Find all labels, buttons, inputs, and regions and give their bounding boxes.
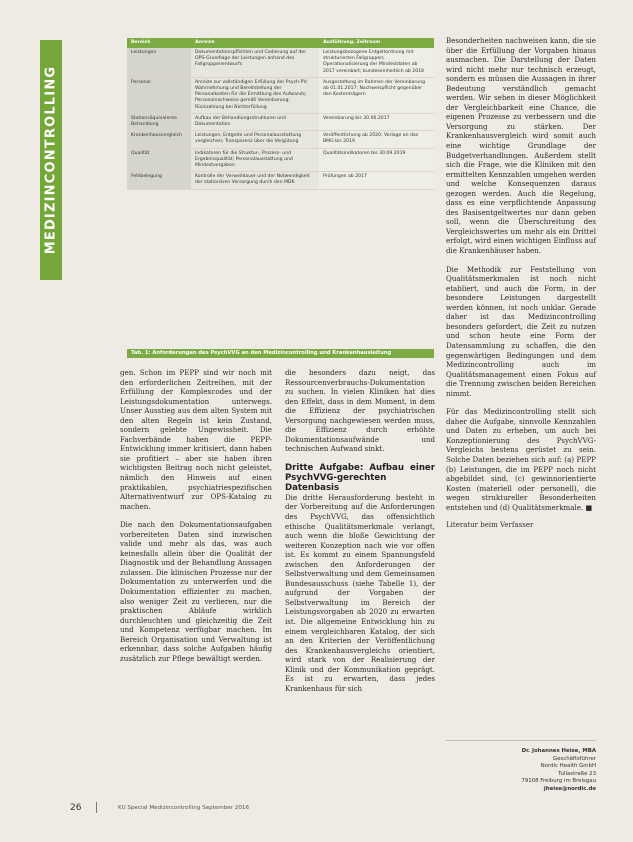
table-header-row — [127, 38, 434, 48]
page-number: 26 — [70, 803, 82, 813]
table-header-cell: Ausführung, Zeitraum — [319, 38, 434, 48]
section-label: MEDIZINCONTROLLING — [43, 65, 59, 255]
paragraph: die besonders dazu neigt, das Ressourcenverbrauchs-Dokumentation zu suchen. In vielen Kliniken hat dies den Effekt, dass in dem Moment, in dem die Effizienz der psychiatrischen Versorgung nachgewiesen werden muss, die Effizienz durch erhöhte Dokumentationsaufwände und technischen Aufwand sinkt. — [285, 368, 435, 454]
table-row — [127, 172, 434, 189]
paragraph: Die Methodik zur Feststellung von Qualitätsmerkmalen ist noch nicht etabliert, und auch die Form, in der besondere Leistungen dargestellt werden können, ist noch unklar. Gerade daher ist das Medizincontrolling besonders gefordert, die Zeit zu nutzen und schon heute eine Form der Datensammlung zu schaffen, die den gegenwärtigen Bedingungen und dem Medizincontrolling auch im Qualitätsmanagement einen Fokus auf die Trennung zwischen beiden Bereichen nimmt. — [446, 264, 596, 398]
paragraph: gen. Schon im PEPP sind wir noch mit den erforderlichen Zeitreihen, mit der Erfüllung der Komplexcodes und der Leistungsdokumentation unterwegs. Unser Ausstieg aus dem alten System mit den alten Regeln ist kein Zustand, sondern gelebte Ungewissheit. Die Fachverbände haben die PEPP-Entwicklung immer kritisiert, dann haben sie profitiert – aber sie haben ihren wichtigsten Beitrag noch nicht geleistet, nämlich den Hinweis auf einen praktikablen, psychiatriespezifischen Alternativentwurf zur OPS-Katalog zu machen. — [120, 368, 272, 511]
table-cell: Indikatoren für die Struktur-, Prozess- und Ergebnisqualität; Personalausstattung und Mindestvorgaben — [191, 148, 319, 172]
table-cell: Leistungen, Entgelte und Personalausstattung vergleichen; Transparenz über die Vergütung — [191, 131, 319, 148]
text-column-middle — [285, 368, 435, 693]
author-role: Geschäftsführer — [552, 755, 596, 762]
author-box — [446, 748, 596, 794]
table-cell: Veröffentlichung ab 2020; Vorlage an das BMG bis 2019 — [319, 131, 434, 148]
table-cell: Ausgestaltung im Rahmen der Vereinbarung ab 01.01.2017; Nachweispflicht gegenüber den Kostenträgern — [319, 77, 434, 113]
table-cell: Leistungen — [127, 48, 191, 77]
divider — [446, 740, 596, 741]
table-cell: Personal — [127, 77, 191, 113]
footer-text: KU Special Medizincontrolling September 2016 — [118, 805, 250, 811]
table-cell: Aufbau der Behandlungsstrukturen und Dokumentation — [191, 113, 319, 130]
subheading: Dritte Aufgabe: Aufbau einer PsychVVG-gerechten Datenbasis — [285, 462, 435, 493]
table-cell: Vereinbarung bis 30.06.2017 — [319, 113, 434, 130]
end-mark-icon: ■ — [585, 502, 593, 512]
table-cell: Fehlbelegung — [127, 172, 191, 189]
table-row — [127, 77, 434, 113]
author-company: Nordic Health GmbH — [540, 763, 596, 770]
table-row — [127, 148, 434, 172]
table-row — [127, 48, 434, 77]
table-cell: Qualität — [127, 148, 191, 172]
table-cell: Dokumentationspflichten und Codierung auf der OPS-Grundlage der Leistungen anhand des Fallgruppenentwurfs — [191, 48, 319, 77]
paragraph-text: Für das Medizincontrolling stellt sich daher die Aufgabe, sinnvolle Kennzahlen und Daten zu erheben, um auch bei Konzeptionierung des PsychVVG-Vergleichs bestens gerüstet zu sein. Solche Daten beziehen sich auf: (a) PEPP (b) Leistungen, die im PEPP noch nicht abgebildet sind, (c) gewinnorientierte Kosten (materiell oder personell), die wegen struktureller Besonderheiten entstehen und (d) Qualitätsmerkmale. — [446, 407, 596, 512]
table-header-cell: Anreize — [191, 38, 319, 48]
author-email: jheise@nordic.de — [543, 785, 596, 792]
paragraph: Die nach den Dokumentationsaufgaben vorbereiteten Daten sind inzwischen valide und mehr als das, was auch keinesfalls allein über die Qualität der Diagnostik und der Behandlung Aussagen zulassen. Die klinischen Prozesse nur der Dokumentation zu unterwerfen und die Dokumentation effizienter zu machen, also weniger Zeit zu verlieren, nur die praktischen Abläufe wirklich durchleuchten und gleichzeitig die Zeit und Kompetenz verfügbar machen. Im Bereich Organisation und Verwaltung ist erkennbar, dass solche Aufgaben häufig zusätzlich zur Pflege bewältigt werden. — [120, 520, 272, 663]
table-cell: Leistungsbezogene Entgeltordnung mit strukturierten Fallgruppen; Operationalisierung der Mindestdaten ab 2017 vereinbart; bundeseinheitlich ab 2018 — [319, 48, 434, 77]
table-cell: Kontrolle der Verweildauer und der Notwendigkeit der stationären Versorgung durch den MDK — [191, 172, 319, 189]
table-cell: Krankenhausvergleich — [127, 131, 191, 148]
table-caption: Tab. 1: Anforderungen des PsychVVG an den Medizincontrolling und Krankenhausleitung — [127, 349, 434, 358]
table-header-cell: Bereich — [127, 38, 191, 48]
author-city: 79108 Freiburg im Breisgau — [521, 778, 596, 785]
table-cell: Qualitätsindikatoren bis 30.09.2019 — [319, 148, 434, 172]
footer-divider — [96, 802, 97, 813]
paragraph: Die dritte Herausforderung besteht in der Vorbereitung auf die Anforderungen des PsychVVG, das offensichtlich ethische Qualitätsmerkmale verlangt, auch wenn die bloße Gewichtung der weiteren Konzeption nach wie vor offen ist. Es kommt zu einem Spannungsfeld zwischen den Anforderungen der Selbstverwaltung und dem Gemeinsamen Bundesausschuss (siehe Tabelle 1), der aufgrund der Vorgaben der Selbstverwaltung im Bereich der Leistungsvorgaben ab 2020 zu erwarten ist. Die allgemeine Entwicklung hin zu einem vergleichbaren Katalog, der sich an den Kriterien der Veröffentlichung des Krankenhausvergleichs orientiert, wird stark von der Realisierung der Klinik und der Kommunikation geprägt. Es ist zu erwarten, dass jedes Krankenhaus für sich — [285, 492, 435, 693]
table-row — [127, 131, 434, 148]
table-cell: Prüfungen ab 2017 — [319, 172, 434, 189]
paragraph — [446, 407, 596, 512]
author-name: Dr. Johannes Heise, MBA — [521, 748, 596, 754]
requirements-table — [127, 38, 434, 190]
paragraph: Besonderheiten nachweisen kann, die sie über die Erfüllung der Vorgaben hinaus ausmachen. Die Darstellung der Daten wird nicht mehr nur technisch erzeugt, sondern es müssen die Aussagen in ihrer Bedeutung verständlich gemacht werden. Wir sehen in dieser Möglichkeit der Vergleichbarkeit eine Chance, die eigenen Prozesse zu verbessern und die Versorgung zu stärken. Der Krankenhausvergleich wird somit auch eine wichtige Grundlage der Budgetverhandlungen. Außerdem stellt sich die Frage, wie die Kliniken mit den ermittelten Kennzahlen umgehen werden und welche Konsequenzen daraus gezogen werden. Auch die Regelung, dass es eine verpflichtende Anpassung des Basisentgeltwertes nur dann geben soll, wenn die Überschreitung des Vergleichswertes um mehr als ein Drittel erfolgt, wird einen wichtigen Einfluss auf die Krankenhäuser haben. — [446, 36, 596, 256]
table-row — [127, 113, 434, 130]
text-column-left — [120, 368, 272, 663]
author-street: Tullastraße 23 — [558, 770, 596, 777]
literature-note: Literatur beim Verfasser — [446, 521, 534, 530]
text-column-right — [446, 36, 596, 530]
table-cell: Anreize zur vollständigen Erfüllung der Psych-PV: Wahrnehmung und Bereitstellung der Personalkosten für die Ermittlung des Aufwands; Personalnachweise gemäß Vereinbarung; Rückzahlung bei Nichterfüllung — [191, 77, 319, 113]
table-cell: Stationsäquivalente Behandlung — [127, 113, 191, 130]
